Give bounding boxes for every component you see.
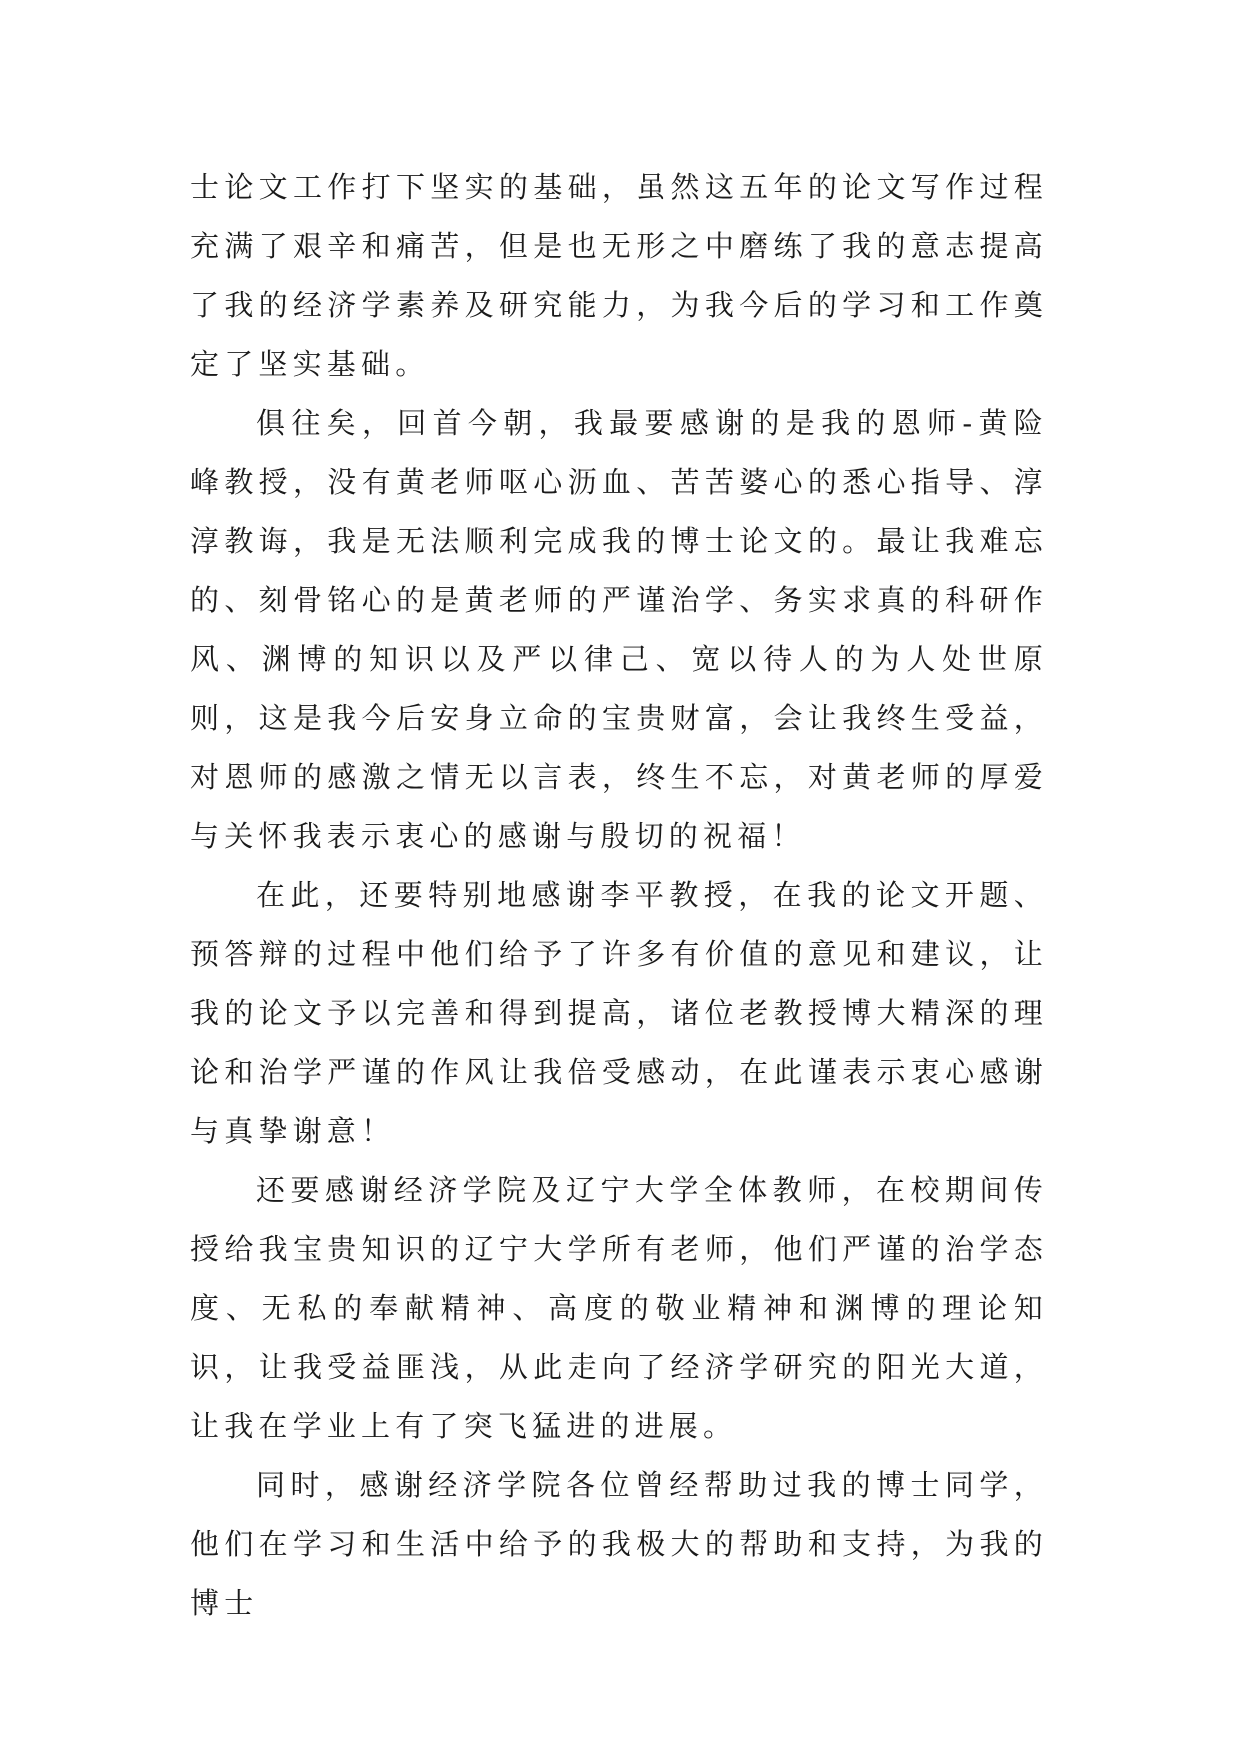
document-body bbox=[190, 158, 1048, 1633]
paragraph-3: 在此，还要特别地感谢李平教授，在我的论文开题、预答辩的过程中他们给予了许多有价值的意见和建议，让我的论文予以完善和得到提高，诸位老教授博大精深的理论和治学严谨的作风让我倍受感动，在此谨表示衷心感谢与真挚谢意！ bbox=[190, 878, 1048, 1148]
paragraph-4: 还要感谢经济学院及辽宁大学全体教师，在校期间传授给我宝贵知识的辽宁大学所有老师，他们严谨的治学态度、无私的奉献精神、高度的敬业精神和渊博的理论知识，让我受益匪浅，从此走向了经济学研究的阳光大道，让我在学业上有了突飞猛进的进展。 bbox=[190, 1173, 1048, 1443]
paragraph-2: 俱往矣，回首今朝，我最要感谢的是我的恩师-黄险峰教授，没有黄老师呕心沥血、苦苦婆心的悉心指导、淳淳教诲，我是无法顺利完成我的博士论文的。最让我难忘的、刻骨铭心的是黄老师的严谨治学、务实求真的科研作风、渊博的知识以及严以律己、宽以待人的为人处世原则，这是我今后安身立命的宝贵财富，会让我终生受益，对恩师的感激之情无以言表，终生不忘，对黄老师的厚爱与关怀我表示衷心的感谢与殷切的祝福！ bbox=[190, 406, 1048, 853]
paragraph-1: 士论文工作打下坚实的基础，虽然这五年的论文写作过程充满了艰辛和痛苦，但是也无形之中磨练了我的意志提高了我的经济学素养及研究能力，为我今后的学习和工作奠定了坚实基础。 bbox=[190, 170, 1048, 381]
paragraph-5: 同时，感谢经济学院各位曾经帮助过我的博士同学，他们在学习和生活中给予的我极大的帮助和支持，为我的博士 bbox=[190, 1468, 1048, 1620]
